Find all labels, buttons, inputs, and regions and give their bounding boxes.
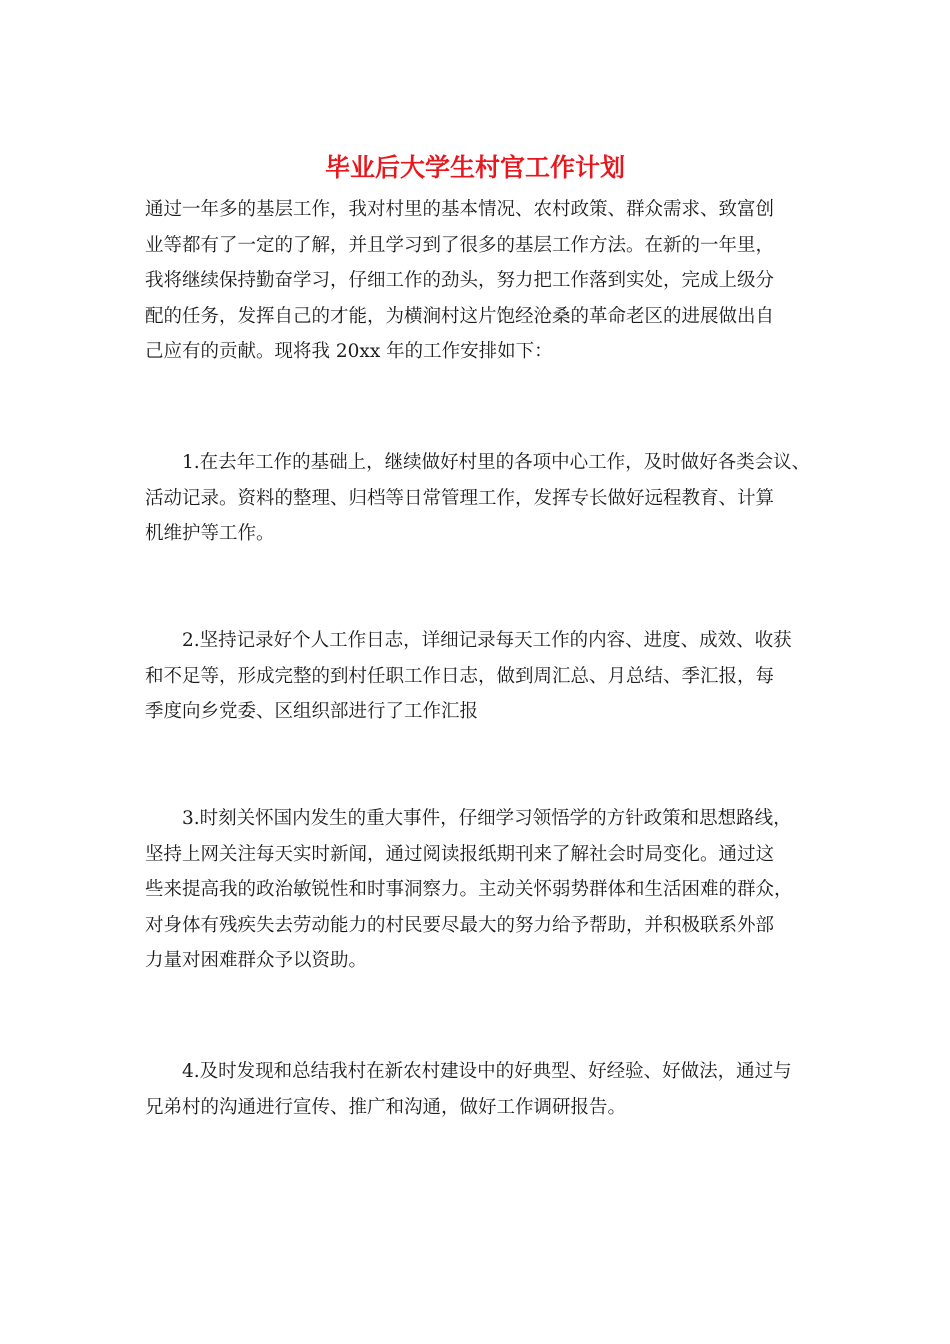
document-title: 毕业后大学生村官工作计划 (324, 153, 625, 182)
plan-item-3: 3.时刻关怀国内发生的重大事件，仔细学习领悟学的方针政策和思想路线， 坚持上网关注每天实时新闻，通过阅读报纸期刊来了解社会时局变化。通过这 些来提高我的政治敏锐性和时事洞察力。主动关怀弱势群体和生活困难的群众， 对身体有残疾失去劳动能力的村民要尽最大的努力给予帮助，并积极联系外部 力量对困难群众予以资助。 (145, 808, 793, 971)
plan-item-2: 2.坚持记录好个人工作日志，详细记录每天工作的内容、进度、成效、收获 和不足等，形成完整的到村任职工作日志，做到周汇总、月总结、季汇报，每 季度向乡党委、区组织部进行了工作汇报 (145, 630, 792, 722)
plan-item-1: 1.在去年工作的基础上，继续做好村里的各项中心工作，及时做好各类会议、 活动记录。资料的整理、归档等日常管理工作，发挥专长做好远程教育、计算 机维护等工作。 (145, 452, 811, 544)
intro-paragraph: 通过一年多的基层工作，我对村里的基本情况、农村政策、群众需求、致富创 业等都有了一定的了解，并且学习到了很多的基层工作方法。在新的一年里， 我将继续保持勤奋学习，仔细工作的劲头，努力把工作落到实处，完成上级分 配的任务，发挥自己的才能，为横涧村这片饱经沧桑的革命老区的进展做出自 己应有的贡献。现将我 20xx 年的工作安排如下： (145, 199, 775, 362)
plan-item-4: 4.及时发现和总结我村在新农村建设中的好典型、好经验、好做法，通过与 兄弟村的沟通进行宣传、推广和沟通，做好工作调研报告。 (145, 1061, 792, 1118)
